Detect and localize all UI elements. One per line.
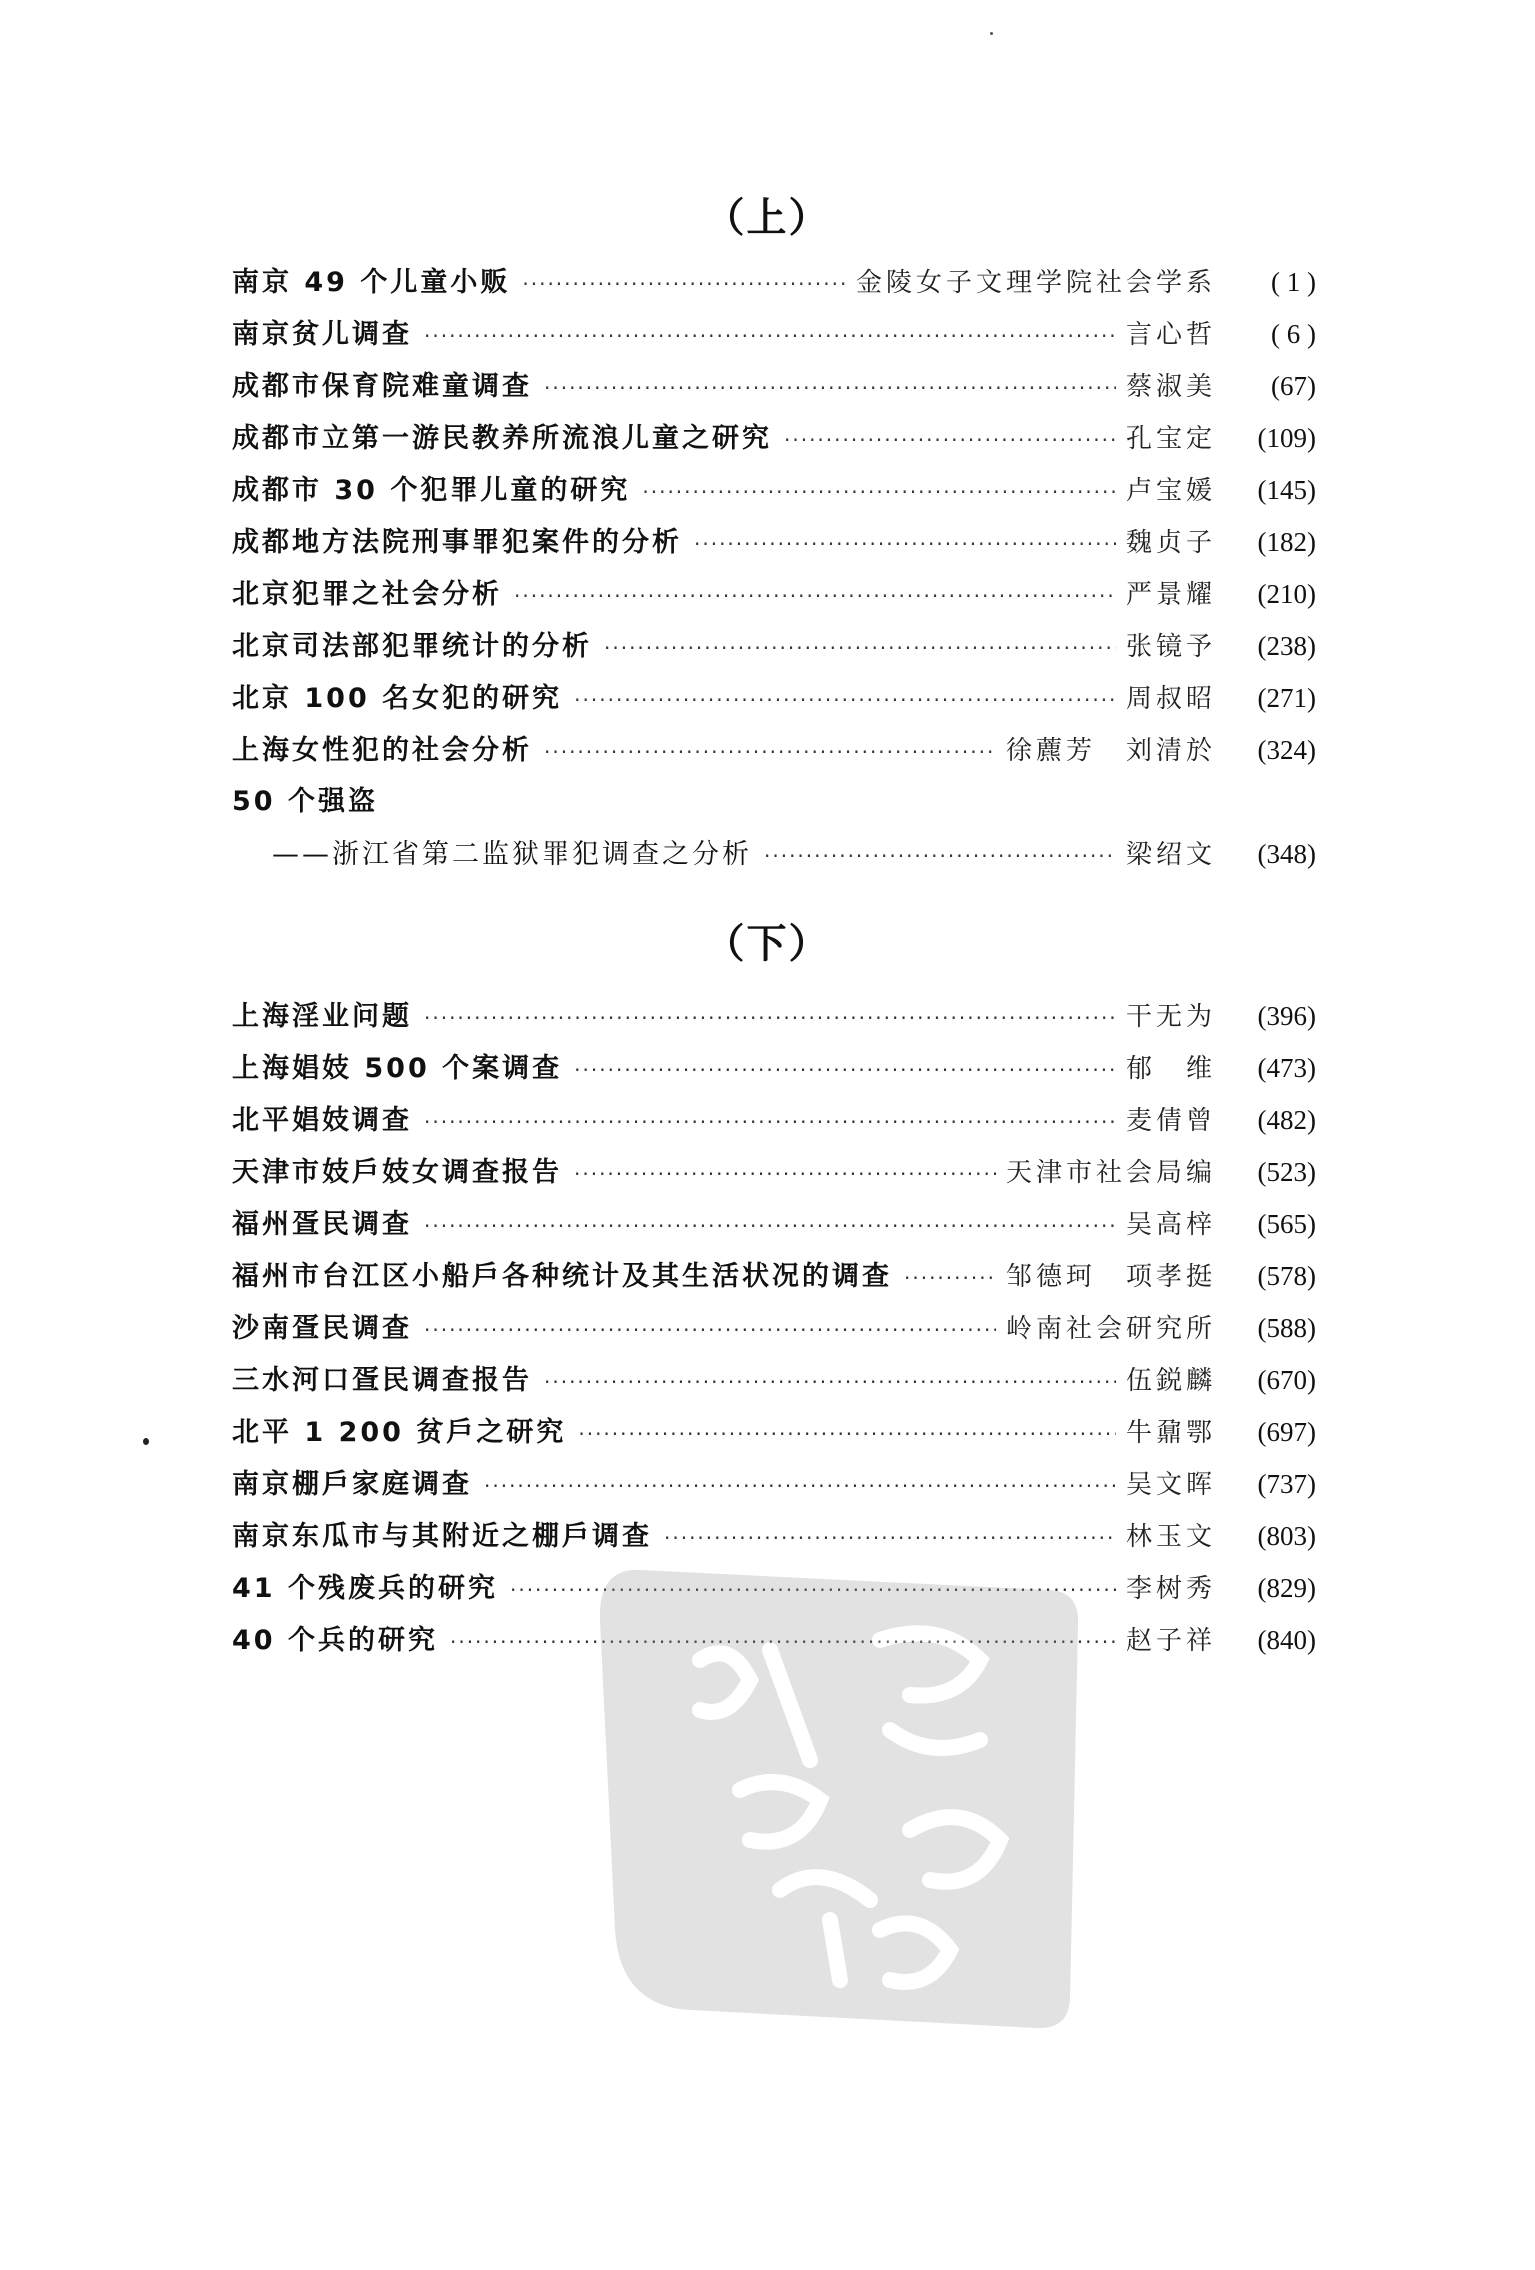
dot-leader	[574, 674, 1116, 726]
entry-page: (737)	[1257, 1469, 1316, 1499]
dot-leader	[574, 1044, 1116, 1096]
entry-page: (482)	[1257, 1105, 1316, 1135]
entry-author: 吴文晖	[1125, 1470, 1216, 1500]
entry-title: 上海淫业问题	[232, 1001, 412, 1032]
entry-title: 南京东瓜市与其附近之棚戶调查	[232, 1521, 652, 1552]
entry-title: 沙南疍民调查	[232, 1313, 412, 1344]
entry-author: 严景耀	[1125, 580, 1216, 610]
entry-title: 福州疍民调查	[232, 1209, 412, 1240]
entry-title: 50 个强盗	[232, 786, 378, 817]
toc-entry[interactable]	[232, 1510, 1316, 1562]
entry-author: 徐藨芳 刘清於	[1005, 736, 1216, 766]
toc-entry[interactable]	[232, 990, 1316, 1042]
entry-author: 郁 维	[1125, 1054, 1216, 1084]
toc-entry[interactable]	[232, 360, 1316, 412]
entry-page: (109)	[1257, 423, 1316, 453]
entry-title: 三水河口疍民调查报告	[232, 1365, 532, 1396]
dot-leader	[424, 310, 1116, 362]
entry-page: (840)	[1257, 1625, 1316, 1655]
toc-entry[interactable]	[232, 1614, 1316, 1666]
toc-entry[interactable]	[232, 620, 1316, 672]
entry-title: 南京贫儿调查	[232, 319, 412, 350]
dot-leader	[522, 258, 846, 310]
toc-entry[interactable]	[232, 1562, 1316, 1614]
entry-page: (565)	[1257, 1209, 1316, 1239]
entry-page: (523)	[1257, 1157, 1316, 1187]
entry-title: 41 个残废兵的研究	[232, 1573, 498, 1604]
toc-entry[interactable]	[232, 308, 1316, 360]
toc-list-upper	[232, 256, 1316, 880]
entry-page: (578)	[1257, 1261, 1316, 1291]
entry-page: (324)	[1257, 735, 1316, 765]
entry-title: 上海女性犯的社会分析	[232, 735, 532, 766]
entry-author: 金陵女子文理学院社会学系	[855, 268, 1216, 298]
entry-title: 成都市保育院难童调查	[232, 371, 532, 402]
entry-page: (348)	[1257, 839, 1316, 869]
toc-entry[interactable]	[232, 672, 1316, 724]
dot-leader	[574, 1148, 996, 1200]
toc-entry[interactable]	[232, 1042, 1316, 1094]
scan-speck	[990, 32, 993, 35]
entry-title: 福州市台江区小船戶各种统计及其生活状况的调查	[232, 1261, 892, 1292]
dot-leader	[544, 1356, 1116, 1408]
entry-author: 麦倩曾	[1125, 1106, 1216, 1136]
entry-page: (238)	[1257, 631, 1316, 661]
toc-entry[interactable]	[232, 1302, 1316, 1354]
toc-entry[interactable]	[232, 568, 1316, 620]
entry-title: 成都市立第一游民教养所流浪儿童之研究	[232, 423, 772, 454]
entry-title: 40 个兵的研究	[232, 1625, 438, 1656]
entry-page: (670)	[1257, 1365, 1316, 1395]
dot-leader	[544, 362, 1116, 414]
toc-entry-group-title[interactable]	[232, 776, 1316, 828]
dot-leader	[484, 1460, 1116, 1512]
toc-entry[interactable]	[232, 1094, 1316, 1146]
toc-entry[interactable]	[232, 516, 1316, 568]
entry-page: (697)	[1257, 1417, 1316, 1447]
entry-author: 梁绍文	[1125, 840, 1216, 870]
entry-title: 上海娼妓 500 个案调查	[232, 1053, 563, 1084]
entry-author: 牛鼐鄂	[1125, 1418, 1216, 1448]
entry-title: 南京棚戶家庭调查	[232, 1469, 472, 1500]
entry-page: (829)	[1257, 1573, 1316, 1603]
entry-title: 成都地方法院刑事罪犯案件的分析	[232, 527, 682, 558]
toc-entry[interactable]	[232, 464, 1316, 516]
scan-speck	[143, 1438, 149, 1445]
dot-leader	[544, 726, 996, 778]
entry-author: 伍鋭麟	[1125, 1366, 1216, 1396]
entry-page: (396)	[1257, 1001, 1316, 1031]
entry-page: ( 1 )	[1271, 267, 1316, 297]
dot-leader	[664, 1512, 1116, 1564]
entry-page: (473)	[1257, 1053, 1316, 1083]
dot-leader	[450, 1616, 1116, 1668]
toc-entry[interactable]	[232, 1458, 1316, 1510]
toc-entry[interactable]	[232, 256, 1316, 308]
entry-author: 蔡淑美	[1125, 372, 1216, 402]
entry-page: (145)	[1257, 475, 1316, 505]
entry-author: 天津市社会局编	[1005, 1158, 1216, 1188]
entry-author: 张镜予	[1125, 632, 1216, 662]
dot-leader	[424, 1096, 1116, 1148]
toc-entry[interactable]	[232, 1250, 1316, 1302]
entry-author: 赵子祥	[1125, 1626, 1216, 1656]
entry-author: 孔宝定	[1125, 424, 1216, 454]
toc-entry[interactable]	[232, 412, 1316, 464]
toc-entry[interactable]	[232, 724, 1316, 776]
entry-title: 北京犯罪之社会分析	[232, 579, 502, 610]
entry-author: 邹德珂 项孝挺	[1005, 1262, 1216, 1292]
toc-entry[interactable]	[232, 1198, 1316, 1250]
entry-author: 吴高梓	[1125, 1210, 1216, 1240]
dot-leader	[784, 414, 1116, 466]
dot-leader	[604, 622, 1116, 674]
toc-list-lower	[232, 990, 1316, 1666]
dot-leader	[578, 1408, 1116, 1460]
entry-author: 言心哲	[1125, 320, 1216, 350]
dot-leader	[642, 466, 1116, 518]
entry-title: 北京司法部犯罪统计的分析	[232, 631, 592, 662]
entry-author: 周叔昭	[1125, 684, 1216, 714]
entry-subtitle: ——浙江省第二监狱罪犯调查之分析	[272, 839, 752, 870]
entry-title: 天津市妓戶妓女调查报告	[232, 1157, 562, 1188]
dot-leader	[424, 1304, 996, 1356]
entry-author: 卢宝媛	[1125, 476, 1216, 506]
entry-page: (271)	[1257, 683, 1316, 713]
entry-author: 李树秀	[1125, 1574, 1216, 1604]
entry-author: 魏贞子	[1125, 528, 1216, 558]
entry-author: 岭南社会研究所	[1005, 1314, 1216, 1344]
entry-title: 成都市 30 个犯罪儿童的研究	[232, 475, 631, 506]
entry-author: 干无为	[1125, 1002, 1216, 1032]
entry-title: 南京 49 个儿童小贩	[232, 267, 511, 298]
toc-entry[interactable]	[232, 1146, 1316, 1198]
dot-leader	[514, 570, 1116, 622]
entry-author: 林玉文	[1125, 1522, 1216, 1552]
entry-title: 北平 1 200 贫戶之研究	[232, 1417, 567, 1448]
section-heading-upper: （上）	[704, 195, 831, 241]
toc-entry-subtitle[interactable]	[232, 828, 1316, 880]
dot-leader	[510, 1564, 1116, 1616]
entry-title: 北京 100 名女犯的研究	[232, 683, 563, 714]
entry-page: (803)	[1257, 1521, 1316, 1551]
dot-leader	[904, 1252, 996, 1304]
entry-page: (182)	[1257, 527, 1316, 557]
dot-leader	[424, 1200, 1116, 1252]
toc-entry[interactable]	[232, 1406, 1316, 1458]
entry-page: ( 6 )	[1271, 319, 1316, 349]
dot-leader	[764, 830, 1116, 882]
entry-page: (210)	[1257, 579, 1316, 609]
entry-title: 北平娼妓调查	[232, 1105, 412, 1136]
toc-entry[interactable]	[232, 1354, 1316, 1406]
entry-page: (588)	[1257, 1313, 1316, 1343]
dot-leader	[694, 518, 1116, 570]
section-heading-lower: （下）	[704, 921, 831, 967]
entry-page: (67)	[1271, 371, 1316, 401]
dot-leader	[424, 992, 1116, 1044]
